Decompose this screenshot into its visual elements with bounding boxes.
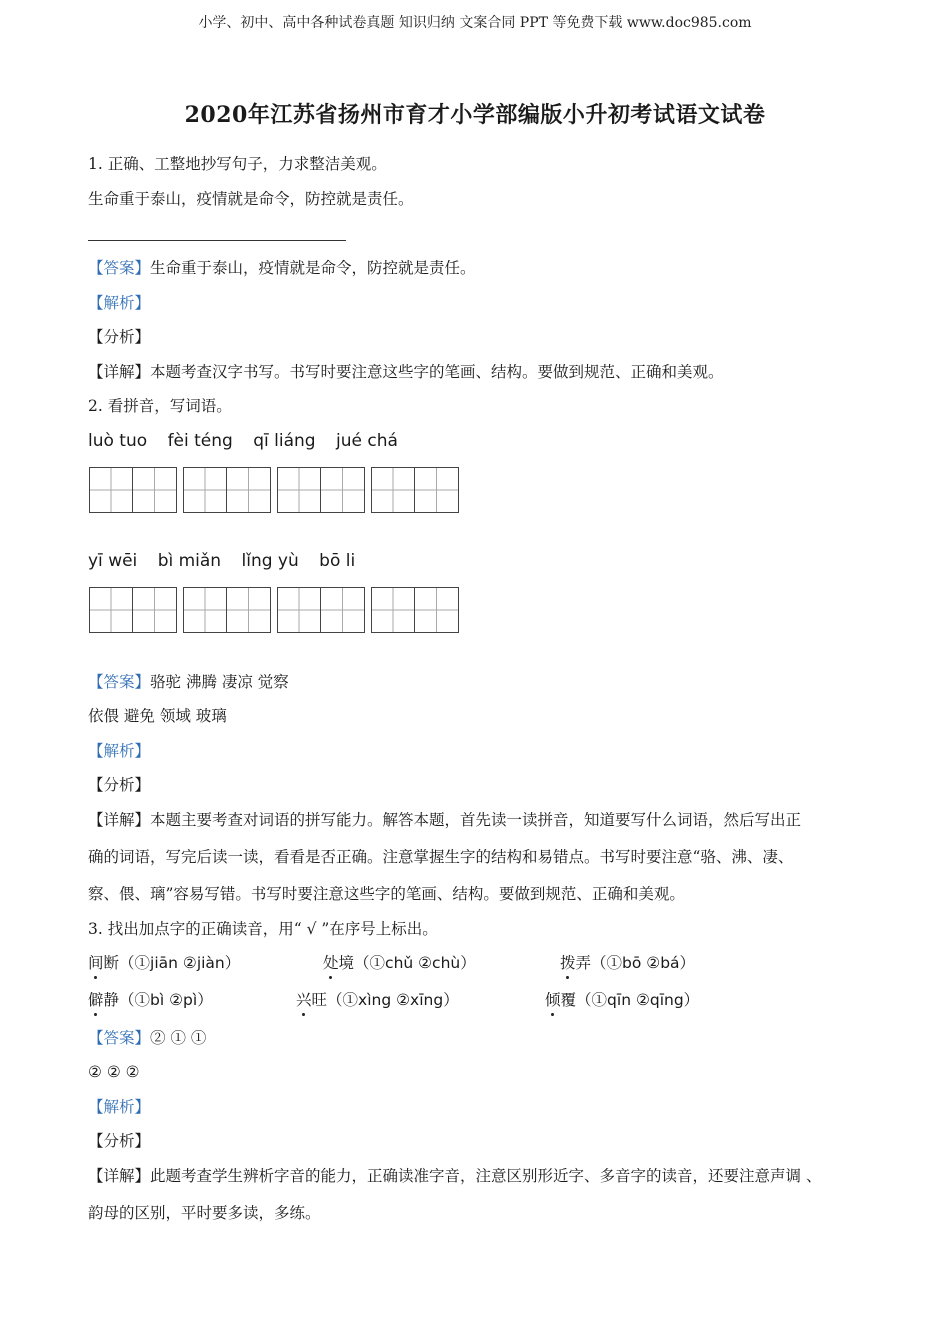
page-title: 2020年江苏省扬州市育才小学部编版小升初考试语文试卷 (184, 102, 766, 128)
q1-prompt: 1. 正确、工整地抄写句子，力求整洁美观。 (88, 155, 387, 173)
option-1-pinyin: bì (150, 991, 165, 1009)
option-1[interactable]: （① (119, 991, 151, 1009)
option-1-pinyin: bō (622, 954, 642, 972)
q1-jiexi-tag: 【解析】 (88, 294, 151, 312)
option-2-pinyin: bá (660, 954, 680, 972)
answer-tag: 【答案】 (88, 259, 151, 277)
tian-cell[interactable] (277, 587, 321, 633)
q3-item (560, 952, 695, 974)
tian-cell[interactable] (227, 587, 271, 633)
q3-item (545, 989, 699, 1011)
item-word: 弄 (575, 954, 592, 972)
close-paren: ） (460, 954, 476, 972)
q2-pinyin-row-2 (88, 550, 370, 572)
dotted-char: 处 (323, 954, 339, 972)
dotted-char: 僻 (88, 991, 104, 1009)
tian-word-box[interactable] (183, 587, 271, 633)
option-2-pinyin: pì (183, 991, 198, 1009)
detail-text: 本题考查汉字书写。书写时要注意这些字的笔画、结构。要做到规范、正确和美观。 (150, 363, 724, 381)
q3-item (296, 989, 459, 1011)
q2-prompt: 2. 看拼音，写词语。 (88, 397, 232, 415)
close-paren: ） (683, 991, 700, 1009)
tian-cell[interactable] (371, 467, 415, 513)
q3-jiexi-tag: 【解析】 (88, 1098, 151, 1116)
q3-prompt: 3. 找出加点字的正确读音，用“ √ ”在序号上标出。 (88, 920, 438, 938)
q2-answer-2: 依偎 避免 领域 玻璃 (88, 707, 227, 725)
item-word: 断 (103, 954, 120, 972)
option-1[interactable]: （① (327, 991, 359, 1009)
item-word: 旺 (311, 991, 328, 1009)
answer-text: 骆驼 沸腾 凄凉 觉察 (150, 673, 289, 691)
option-2-pinyin: xīng (410, 991, 444, 1009)
tian-word-box[interactable] (183, 467, 271, 513)
tian-cell[interactable] (415, 587, 459, 633)
tian-word-box[interactable] (89, 587, 177, 633)
tian-grid-row-1 (89, 467, 465, 513)
close-paren: ） (224, 954, 241, 972)
tian-cell[interactable] (133, 587, 177, 633)
detail-tag: 【详解】 (88, 811, 151, 829)
q1-detail (88, 361, 724, 383)
tian-cell[interactable] (277, 467, 321, 513)
tian-cell[interactable] (89, 467, 133, 513)
q2-detail-3: 察、偎、璃”容易写错。书写时要注意这些字的笔画、结构。要做到规范、正确和美观。 (88, 885, 685, 903)
q2-answer-1 (88, 671, 289, 693)
q3-answer-2: ② ② ② (88, 1063, 140, 1081)
tian-word-box[interactable] (371, 587, 459, 633)
q2-fenxi-tag: 【分析】 (88, 776, 151, 794)
option-2[interactable]: ② (631, 991, 650, 1009)
option-1[interactable]: （① (591, 954, 623, 972)
close-paren: ） (443, 991, 459, 1009)
q1-answer-underline (88, 240, 346, 241)
q3-item (88, 989, 213, 1011)
answer-text: ② ① ① (150, 1029, 207, 1047)
answer-text: 生命重于泰山，疫情就是命令，防控就是责任。 (150, 259, 476, 277)
answer-tag: 【答案】 (88, 673, 151, 691)
tian-cell[interactable] (415, 467, 459, 513)
option-1-pinyin: jiān (150, 954, 178, 972)
option-2-pinyin: chù (432, 954, 461, 972)
tian-cell[interactable] (321, 467, 365, 513)
tian-word-box[interactable] (371, 467, 459, 513)
pinyin-word: luò tuo (88, 431, 148, 451)
option-2-pinyin: qīng (649, 991, 684, 1009)
option-1-pinyin: qīn (607, 991, 632, 1009)
pinyin-word: fèi téng (167, 431, 233, 451)
pinyin-word: bì miǎn (157, 551, 222, 571)
tian-word-box[interactable] (277, 587, 365, 633)
q1-answer (88, 257, 476, 279)
tian-cell[interactable] (133, 467, 177, 513)
detail-text: 此题考查学生辨析字音的能力，正确读准字音，注意区别形近字、多音字的读音，还要注意声调 、 (150, 1167, 822, 1185)
detail-tag: 【详解】 (88, 363, 151, 381)
q2-jiexi-tag: 【解析】 (88, 742, 151, 760)
option-1-pinyin: xìng (358, 991, 392, 1009)
tian-word-box[interactable] (277, 467, 365, 513)
item-word: 静 (103, 991, 120, 1009)
pinyin-word: qī liáng (253, 431, 316, 451)
option-1[interactable]: （① (354, 954, 386, 972)
answer-tag: 【答案】 (88, 1029, 151, 1047)
option-2[interactable]: ② (641, 954, 661, 972)
q2-pinyin-row-1 (88, 430, 413, 452)
q2-detail-1 (88, 809, 801, 831)
option-1[interactable]: （① (119, 954, 151, 972)
tian-cell[interactable] (227, 467, 271, 513)
pinyin-word: jué chá (336, 431, 398, 451)
pinyin-word: yī wēi (88, 551, 138, 571)
dotted-char: 兴 (296, 991, 312, 1009)
item-word: 境 (338, 954, 355, 972)
option-1[interactable]: （① (576, 991, 608, 1009)
pinyin-word: bō li (319, 551, 356, 571)
q3-fenxi-tag: 【分析】 (88, 1132, 151, 1150)
q2-detail-2: 确的词语，写完后读一读，看看是否正确。注意掌握生字的结构和易错点。书写时要注意“骆、沸、凄、 (88, 848, 794, 866)
tian-cell[interactable] (321, 587, 365, 633)
close-paren: ） (197, 991, 213, 1009)
q3-detail-1 (88, 1165, 821, 1187)
dotted-char: 倾 (545, 991, 561, 1009)
pinyin-word: lǐng yù (241, 551, 299, 571)
option-1-pinyin: chǔ (385, 954, 414, 972)
tian-cell[interactable] (89, 587, 133, 633)
tian-cell[interactable] (183, 587, 227, 633)
detail-text: 本题主要考查对词语的拼写能力。解答本题，首先读一读拼音，知道要写什么词语，然后写出正 (150, 811, 802, 829)
page-header: 小学、初中、高中各种试卷真题 知识归纳 文案合同 PPT 等免费下载 www.doc985.com (198, 15, 752, 31)
dotted-char: 拨 (560, 954, 576, 972)
tian-cell[interactable] (371, 587, 415, 633)
option-2[interactable]: ② (164, 991, 184, 1009)
tian-grid-row-2 (89, 587, 465, 633)
q3-answer-1 (88, 1027, 206, 1049)
option-2[interactable]: ② (413, 954, 433, 972)
option-2[interactable]: ② (391, 991, 411, 1009)
q1-sentence: 生命重于泰山，疫情就是命令，防控就是责任。 (88, 190, 414, 208)
option-2[interactable]: ② (177, 954, 197, 972)
tian-word-box[interactable] (89, 467, 177, 513)
option-2-pinyin: jiàn (196, 954, 225, 972)
detail-tag: 【详解】 (88, 1167, 151, 1185)
q1-fenxi-tag: 【分析】 (88, 328, 151, 346)
close-paren: ） (679, 954, 696, 972)
q3-item (88, 952, 240, 974)
q3-item (323, 952, 476, 974)
q3-detail-2: 韵母的区别，平时要多读，多练。 (88, 1204, 321, 1222)
tian-cell[interactable] (183, 467, 227, 513)
dotted-char: 间 (88, 954, 104, 972)
item-word: 覆 (560, 991, 577, 1009)
